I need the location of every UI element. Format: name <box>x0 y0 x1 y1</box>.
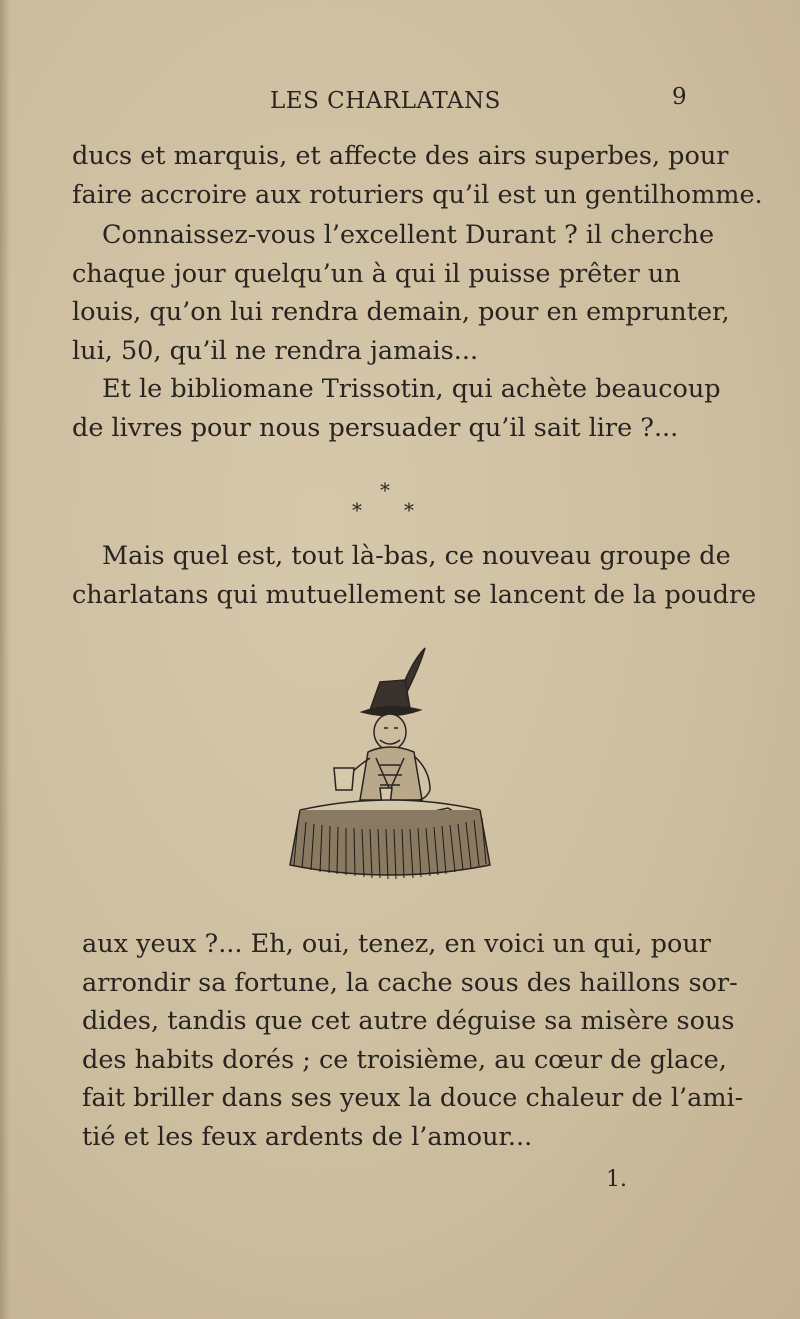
text-line: Mais quel est, tout là-bas, ce nouveau groupe de <box>102 541 731 571</box>
text-line: Connaissez-vous l’excellent Durant ? il cherche <box>102 220 715 250</box>
paragraph-1 <box>72 137 763 214</box>
paragraph-2 <box>72 216 730 370</box>
paragraph-4 <box>72 537 757 614</box>
asterism-divider <box>340 478 430 524</box>
text-line: dides, tandis que cet autre déguise sa misère sous <box>82 1006 735 1036</box>
text-line: de livres pour nous persuader qu’il sait lire ?... <box>72 412 679 443</box>
page-number: 9 <box>672 84 687 110</box>
text-line: lui, 50, qu’il ne rendra jamais... <box>72 335 479 366</box>
text-line: charlatans qui mutuellement se lancent de la poudre <box>72 579 757 610</box>
text-line: arrondir sa fortune, la cache sous des haillons sor- <box>82 967 738 998</box>
signature-mark: 1. <box>606 1167 627 1192</box>
page-edge-shadow <box>0 0 10 1319</box>
text-line: ducs et marquis, et affecte des airs superbes, pour <box>72 141 729 171</box>
text-line: tié et les feux ardents de l’amour... <box>82 1121 533 1152</box>
running-header <box>0 84 800 124</box>
text-line: aux yeux ?... Eh, oui, tenez, en voici un qui, pour <box>82 929 711 959</box>
conjurer-at-table-icon <box>280 640 500 900</box>
conjurer-illustration <box>280 640 500 900</box>
text-line: Et le bibliomane Trissotin, qui achète beaucoup <box>102 374 721 404</box>
text-line: chaque jour quelqu’un à qui il puisse prêter un <box>72 258 681 289</box>
running-title: LES CHARLATANS <box>270 88 501 114</box>
asterism-star: * <box>352 498 362 522</box>
asterism-star: * <box>380 478 390 502</box>
text-line: louis, qu’on lui rendra demain, pour en emprunter, <box>72 297 730 327</box>
text-line: des habits dorés ; ce troisième, au cœur de glace, <box>82 1044 727 1075</box>
text-line: fait briller dans ses yeux la douce chaleur de l’ami- <box>82 1083 744 1113</box>
asterism-star: * <box>404 498 414 522</box>
paragraph-5 <box>82 925 744 1156</box>
text-line: faire accroire aux roturiers qu’il est un gentilhomme. <box>72 179 763 210</box>
paragraph-3 <box>72 370 721 447</box>
